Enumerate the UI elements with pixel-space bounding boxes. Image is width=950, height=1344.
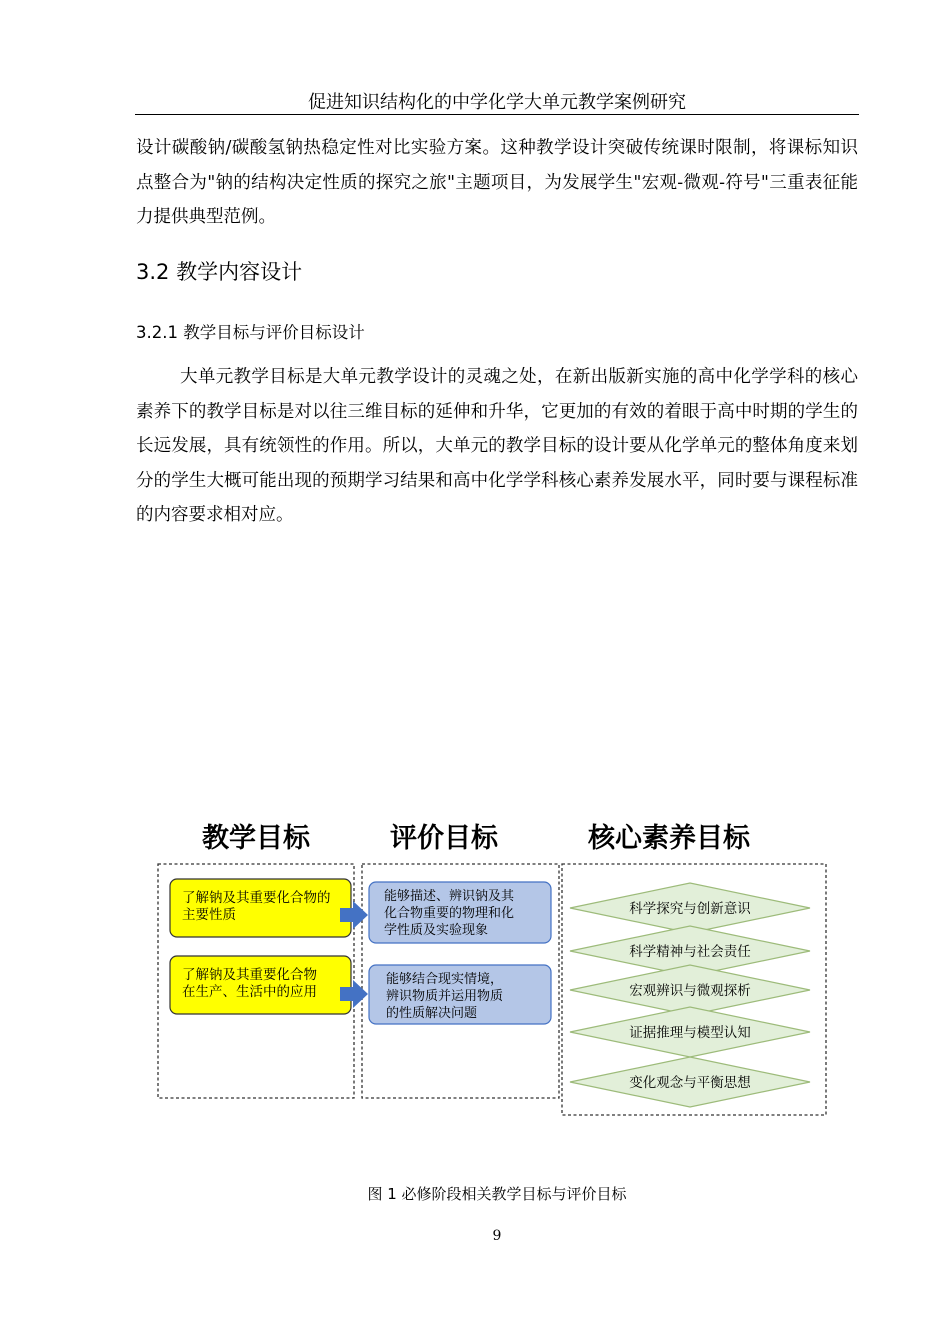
column-title-evaluation: 评价目标 <box>390 823 498 854</box>
core-literacy-label: 科学探究与创新意识 <box>629 901 751 917</box>
column-title-core-literacy: 核心素养目标 <box>588 823 750 854</box>
core-literacy-label: 变化观念与平衡思想 <box>629 1075 751 1091</box>
page-number: 9 <box>492 1228 502 1244</box>
core-literacy-label: 科学精神与社会责任 <box>629 944 751 960</box>
column-title-teaching: 教学目标 <box>202 823 310 854</box>
goals-diagram <box>150 805 840 1125</box>
evaluation-goal-text: 化合物重要的物理和化 <box>384 906 515 921</box>
teaching-goal-text: 了解钠及其重要化合物的 <box>182 890 331 906</box>
teaching-goal-text: 主要性质 <box>182 907 236 923</box>
body-paragraph: 大单元教学目标是大单元教学设计的灵魂之处，在新出版新实施的高中化学学科的核心素养下的教学目标是对以往三维目标的延伸和升华，它更加的有效的着眼于高中时期的学生的长远发展，具有统领性的作用。所以，大单元的教学目标的设计要从化学单元的整体角度来划分的学生大概可能出现的预期学习结果和高中化学学科核心素养发展水平，同时要与课程标准的内容要求相对应。 <box>136 367 858 525</box>
evaluation-goal-text: 能够描述、辨识钠及其 <box>384 889 515 904</box>
core-literacy-label: 证据推理与模型认知 <box>629 1025 751 1041</box>
running-head: 促进知识结构化的中学化学大单元教学案例研究 <box>308 92 686 113</box>
evaluation-goal-text: 学性质及实验现象 <box>384 923 489 938</box>
evaluation-goal-text: 辨识物质并运用物质 <box>386 989 504 1004</box>
core-literacy-label: 宏观辨识与微观探析 <box>629 983 751 999</box>
header-rule <box>135 114 859 115</box>
evaluation-goal-text: 能够结合现实情境， <box>386 972 504 987</box>
body-paragraph: 设计碳酸钠/碳酸氢钠热稳定性对比实验方案。这种教学设计突破传统课时限制，将课标知识点整合为"钠的结构决定性质的探究之旅"主题项目，为发展学生"宏观-微观-符号"三重表征能力提供典型范例。 <box>136 138 858 227</box>
teaching-goal-text: 了解钠及其重要化合物 <box>182 967 317 983</box>
subsection-heading: 3.2.1 教学目标与评价目标设计 <box>136 323 365 342</box>
evaluation-goal-text: 的性质解决问题 <box>386 1006 478 1021</box>
teaching-goal-text: 在生产、生活中的应用 <box>182 984 317 1000</box>
section-heading: 3.2 教学内容设计 <box>136 260 303 284</box>
figure-caption: 图 1 必修阶段相关教学目标与评价目标 <box>367 1185 627 1203</box>
